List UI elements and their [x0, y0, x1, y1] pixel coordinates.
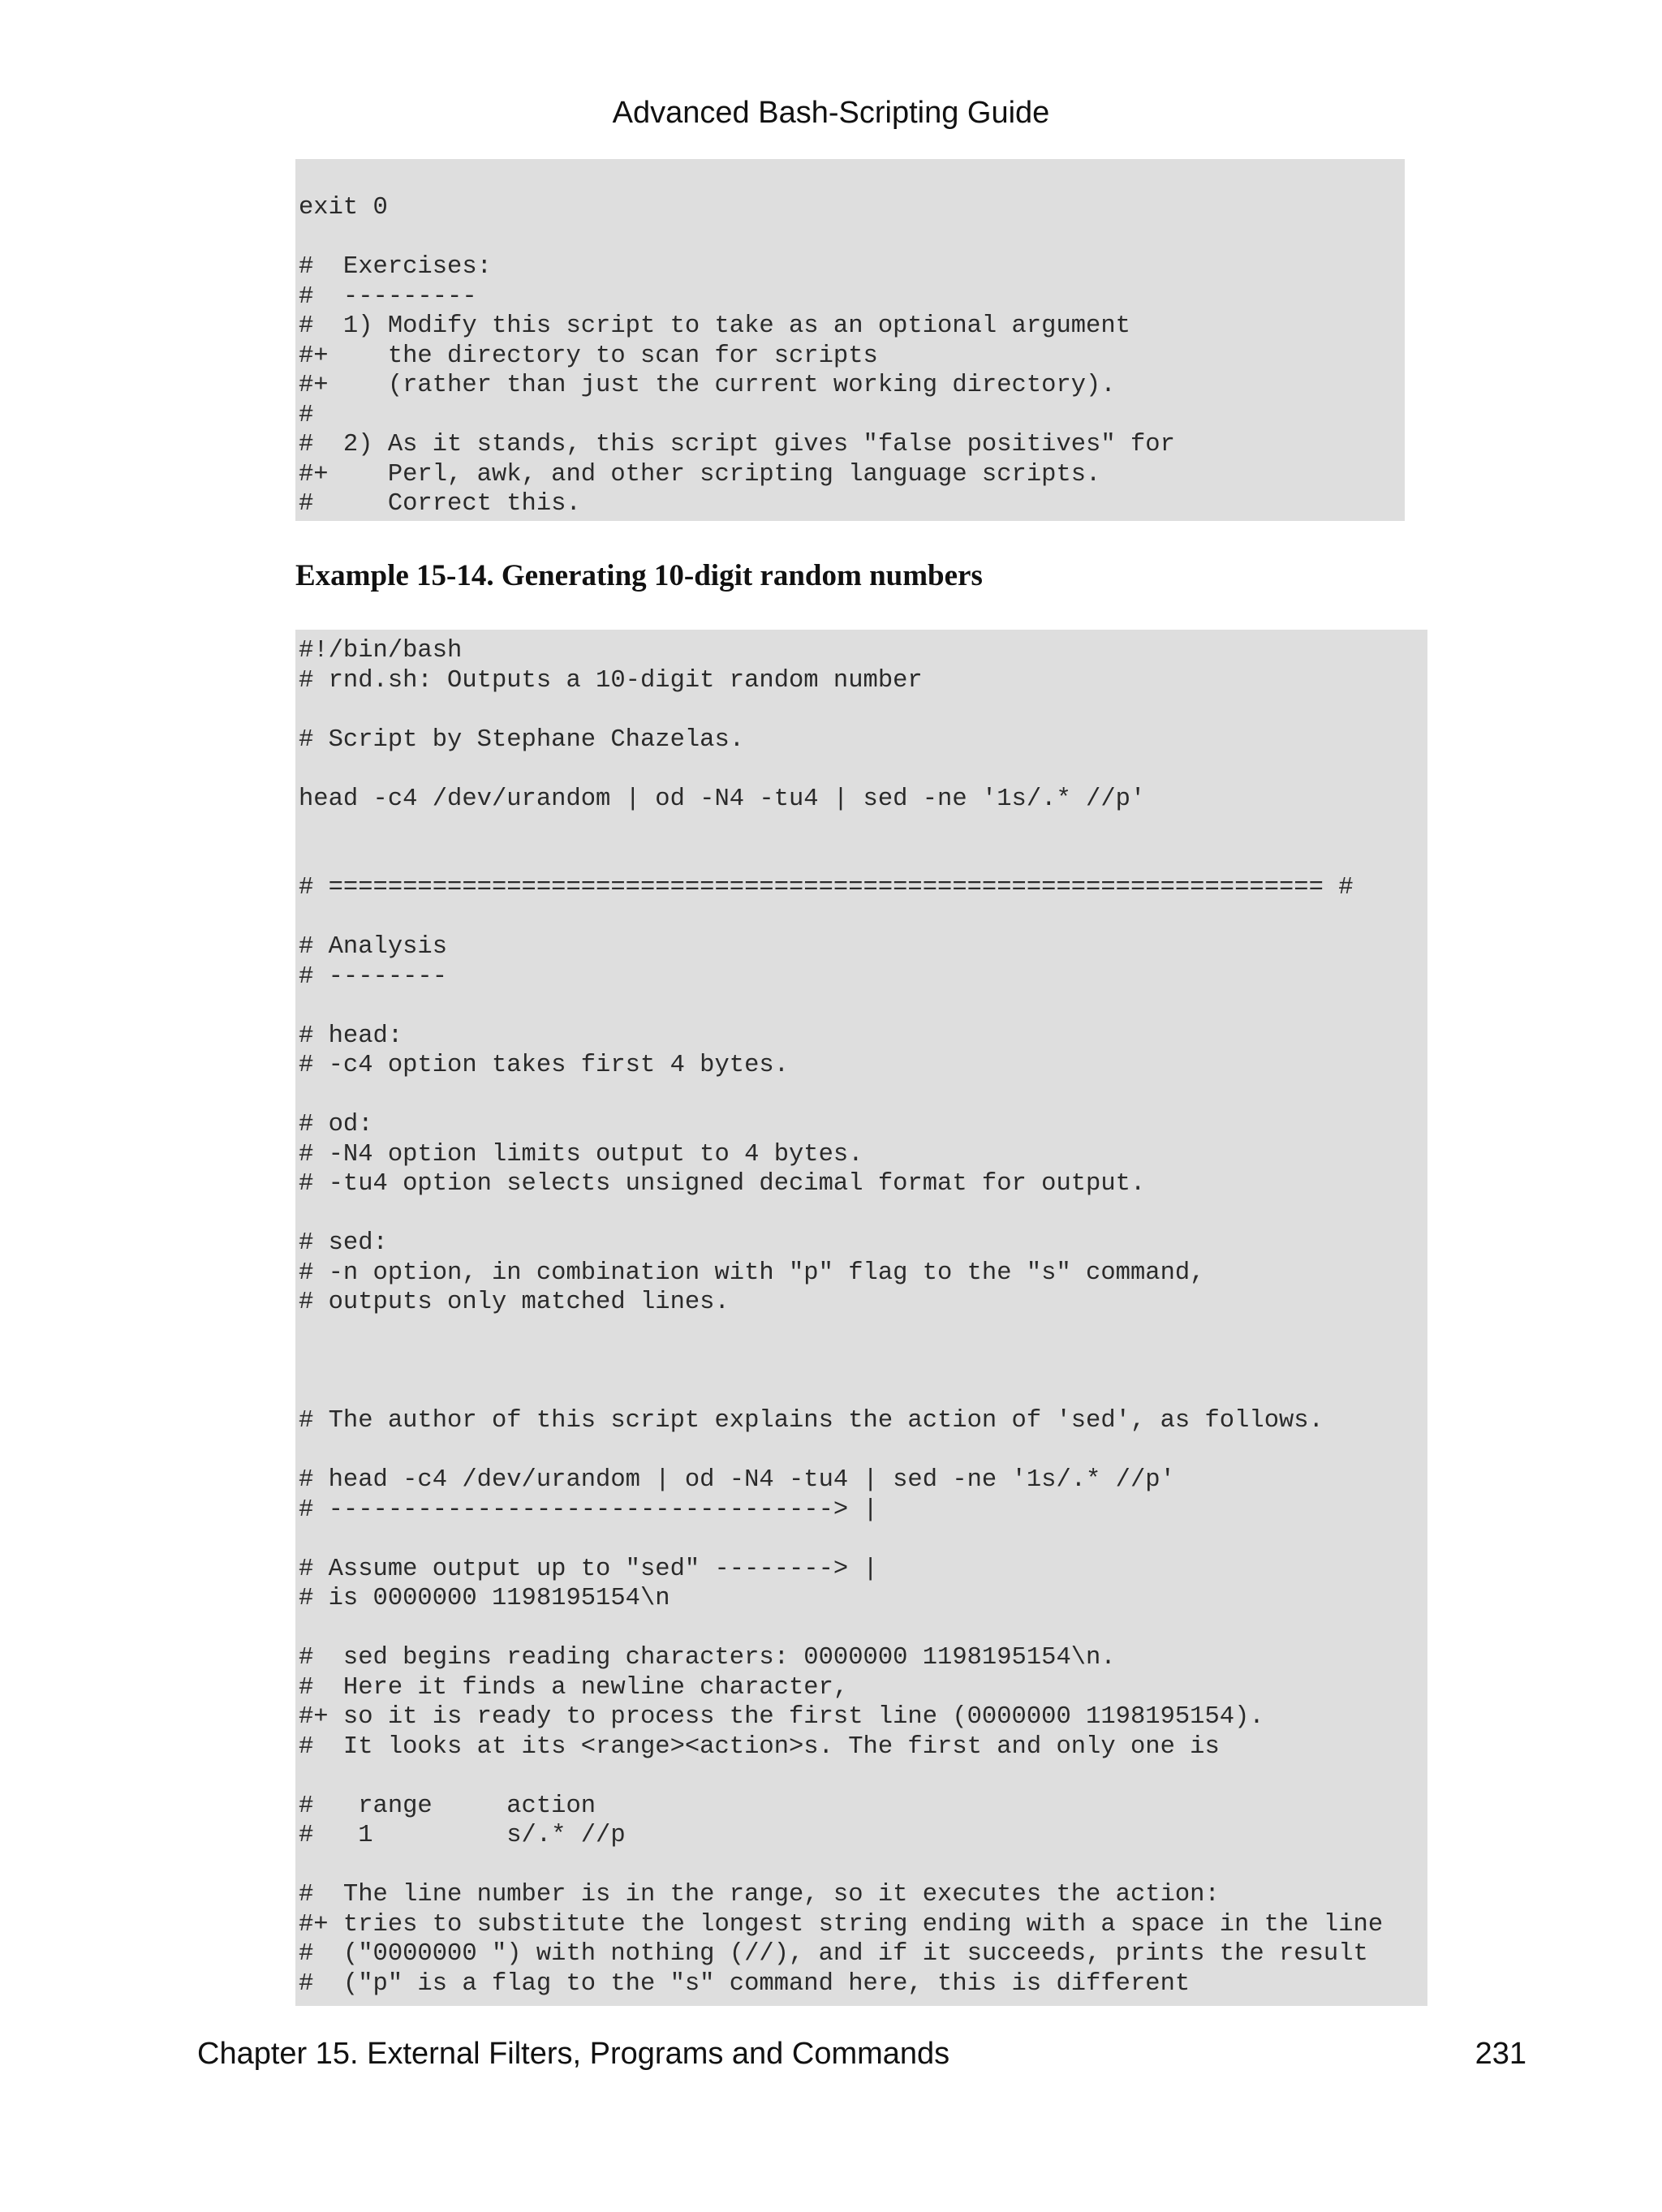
footer-chapter-title: Chapter 15. External Filters, Programs and Commands	[197, 2037, 950, 2071]
code-block-exercises: exit 0 # Exercises: # --------- # 1) Modify this script to take as an optional argument #+ the directory to scan for scripts #+ (rather than just the current working directory). # # 2) As it stands, this script gives "false positives" for #+ Perl, awk, and other scripting language scripts. # Correct this.	[295, 159, 1405, 521]
example-title: Example 15-14. Generating 10-digit random numbers	[295, 559, 983, 592]
code-block-rnd-script: #!/bin/bash # rnd.sh: Outputs a 10-digit random number # Script by Stephane Chazelas. head -c4 /dev/urandom | od -N4 -tu4 | sed -ne '1s/.* //p' # =================================================================== # # Analysis # -------- # head: # -c4 option takes first 4 bytes. # od: # -N4 option limits output to 4 bytes. # -tu4 option selects unsigned decimal format for output. # sed: # -n option, in combination with "p" flag to the "s" command, # outputs only matched lines. # The author of this script explains the action of 'sed', as follows. # head -c4 /dev/urandom | od -N4 -tu4 | sed -ne '1s/.* //p' # ----------------------------------> | # Assume output up to "sed" --------> | # is 0000000 1198195154\n # sed begins reading characters: 0000000 1198195154\n. # Here it finds a newline character, #+ so it is ready to process the first line (0000000 1198195154). # It looks at its <range><action>s. The first and only one is # range action # 1 s/.* //p # The line number is in the range, so it executes the action: #+ tries to substitute the longest string ending with a space in the line # ("0000000 ") with nothing (//), and if it succeeds, prints the result # ("p" is a flag to the "s" command here, this is different	[295, 630, 1427, 2006]
footer-page-number: 231	[1475, 2037, 1526, 2071]
page-header-title: Advanced Bash-Scripting Guide	[612, 96, 1050, 130]
